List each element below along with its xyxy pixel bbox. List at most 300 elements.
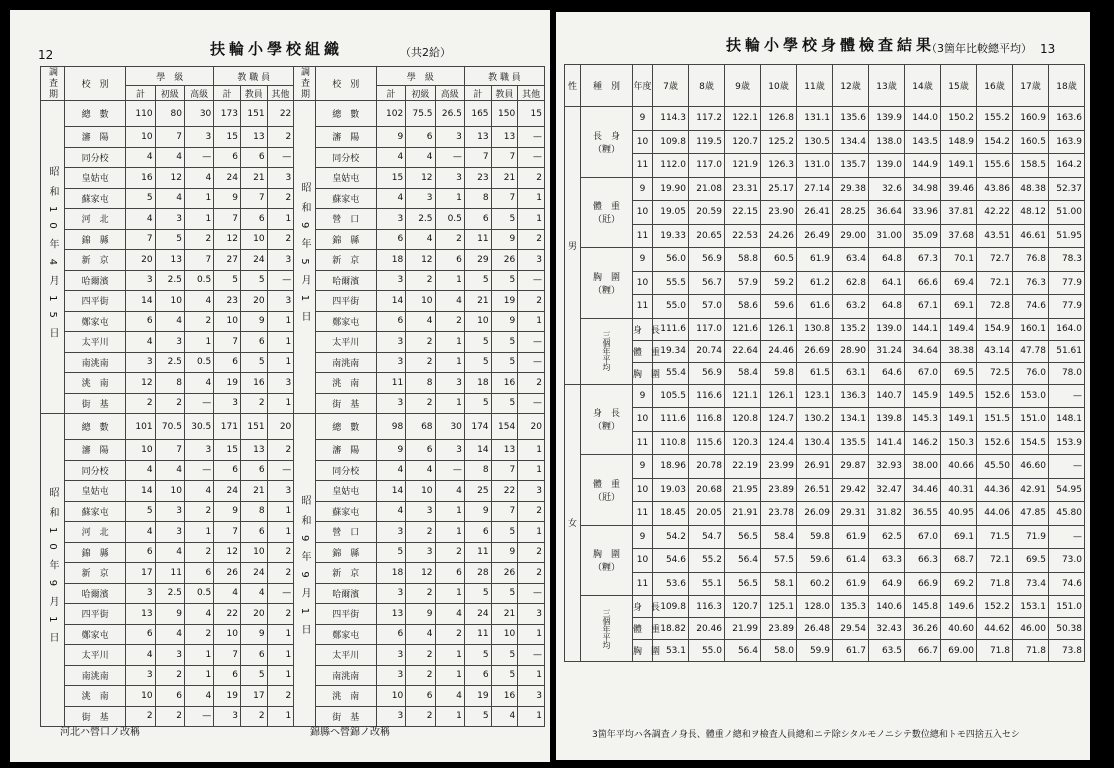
measurement-value: 74.6 <box>1049 572 1085 596</box>
school-name: 新 京 <box>315 563 376 584</box>
table-cell: 14 <box>376 291 405 312</box>
table-cell: 6 <box>240 645 267 666</box>
table-cell: 15 <box>376 168 405 189</box>
table-cell: 6 <box>240 332 267 353</box>
table-cell: 21 <box>464 291 491 312</box>
table-cell: 7 <box>491 460 518 481</box>
school-name: 太平川 <box>315 332 376 353</box>
table-cell: 2 <box>406 706 435 727</box>
school-name: 南洮南 <box>315 665 376 686</box>
measurement-value: — <box>1049 525 1085 549</box>
measurement-value: 43.86 <box>977 177 1013 201</box>
measurement-value: 64.8 <box>869 295 905 319</box>
average-value: 59.9 <box>797 640 833 662</box>
header-age: 17歳 <box>1013 65 1049 107</box>
table-cell: — <box>518 352 545 373</box>
table-cell: 9 <box>491 311 518 332</box>
measurement-value: 125.2 <box>761 130 797 154</box>
measurement-value: 121.9 <box>725 154 761 178</box>
table-cell: 28 <box>464 563 491 584</box>
table-cell: 2 <box>406 665 435 686</box>
measurement-value: 120.8 <box>725 408 761 432</box>
table-cell: 10 <box>240 542 267 563</box>
measurement-value: 40.66 <box>941 455 977 479</box>
right-footer-note: 錦縣ヘ營錦ノ改稱 <box>310 727 390 738</box>
table-cell: 4 <box>155 542 184 563</box>
table-cell: 1 <box>435 522 464 543</box>
total-value: 22 <box>267 101 294 127</box>
table-cell: 13 <box>240 127 267 148</box>
measurement-value: 23.31 <box>725 177 761 201</box>
table-cell: 5 <box>464 393 491 414</box>
table-cell: 10 <box>240 229 267 250</box>
table-cell: 6 <box>464 209 491 230</box>
table-cell: 5 <box>214 270 241 291</box>
measurement-value: 155.6 <box>977 154 1013 178</box>
measurement-value: 134.4 <box>833 130 869 154</box>
table-cell: 4 <box>406 460 435 481</box>
table-cell: 24 <box>214 168 241 189</box>
average-value: 55.0 <box>689 640 725 662</box>
table-cell: 4 <box>435 481 464 502</box>
table-cell: 4 <box>155 460 184 481</box>
table-cell: 14 <box>126 291 155 312</box>
table-cell: 25 <box>464 481 491 502</box>
measurement-value: 21.91 <box>725 502 761 526</box>
table-cell: 12 <box>126 373 155 394</box>
school-name: 錦 縣 <box>315 542 376 563</box>
average-value: 71.8 <box>977 640 1013 662</box>
table-cell: 2.5 <box>155 352 184 373</box>
table-cell: 5 <box>464 583 491 604</box>
table-cell: 20 <box>126 250 155 271</box>
table-cell: 6 <box>214 352 241 373</box>
header-age: 16歳 <box>977 65 1013 107</box>
table-cell: 8 <box>406 373 435 394</box>
table-cell: 6 <box>126 542 155 563</box>
measurement-value: 152.6 <box>977 384 1013 408</box>
measurement-value: 120.3 <box>725 431 761 455</box>
year-cell: 11 <box>633 502 653 526</box>
measurement-value: 163.9 <box>1049 130 1085 154</box>
average-value: 56.4 <box>725 640 761 662</box>
header-school: 校 別 <box>64 67 125 101</box>
average-value: 63.5 <box>869 640 905 662</box>
measurement-value: 154.5 <box>1013 431 1049 455</box>
school-name: 皇姑屯 <box>64 168 125 189</box>
table-cell: 2 <box>240 393 267 414</box>
measurement-value: 117.2 <box>689 107 725 131</box>
table-cell: 1 <box>267 352 294 373</box>
measurement-value: 69.1 <box>941 295 977 319</box>
header-subcolumn: 高級 <box>184 86 213 101</box>
table-cell: 2 <box>406 522 435 543</box>
year-cell: 11 <box>633 431 653 455</box>
measurement-value: 124.4 <box>761 431 797 455</box>
measurement-value: 47.85 <box>1013 502 1049 526</box>
table-cell: 3 <box>406 501 435 522</box>
table-cell: 7 <box>184 250 213 271</box>
average-value: 29.54 <box>833 618 869 640</box>
table-cell: 5 <box>240 352 267 373</box>
average-value: 64.6 <box>869 362 905 384</box>
measurement-value: 111.6 <box>653 408 689 432</box>
average-value: 19.34 <box>653 340 689 362</box>
table-cell: 7 <box>214 645 241 666</box>
measurement-value: 153.9 <box>1049 431 1085 455</box>
header-age: 15歳 <box>941 65 977 107</box>
table-cell: 12 <box>155 168 184 189</box>
measurement-value: 62.8 <box>833 271 869 295</box>
table-cell: 4 <box>126 522 155 543</box>
measurement-value: 77.9 <box>1049 295 1085 319</box>
table-cell: 17 <box>126 563 155 584</box>
table-cell: 2 <box>267 563 294 584</box>
table-cell: 4 <box>155 188 184 209</box>
average-value: 116.3 <box>689 596 725 618</box>
table-cell: 6 <box>184 563 213 584</box>
year-cell: 9 <box>633 107 653 131</box>
table-cell: 6 <box>214 460 241 481</box>
measurement-value: 70.1 <box>941 248 977 272</box>
table-cell: — <box>518 645 545 666</box>
table-cell: 2 <box>267 686 294 707</box>
header-age: 13歳 <box>869 65 905 107</box>
table-cell: 1 <box>518 209 545 230</box>
table-cell: 4 <box>184 686 213 707</box>
table-cell: 3 <box>376 209 405 230</box>
school-organization-table <box>40 66 545 727</box>
table-cell: 4 <box>184 481 213 502</box>
measurement-value: 22.19 <box>725 455 761 479</box>
physical-exam-table <box>564 64 1085 662</box>
table-cell: — <box>267 270 294 291</box>
table-cell: 1 <box>435 583 464 604</box>
measurement-value: 73.0 <box>1049 549 1085 573</box>
school-name: 河 北 <box>64 522 125 543</box>
table-cell: 7 <box>464 147 491 168</box>
measurement-value: 51.00 <box>1049 201 1085 225</box>
average-value: 144.1 <box>905 318 941 340</box>
measurement-value: 29.42 <box>833 478 869 502</box>
table-cell: 2.5 <box>155 270 184 291</box>
table-cell: 5 <box>464 706 491 727</box>
table-cell: 4 <box>155 624 184 645</box>
table-cell: 2 <box>155 393 184 414</box>
school-name: 同分校 <box>64 147 125 168</box>
school-name: 哈爾濱 <box>64 270 125 291</box>
measurement-value: 18.96 <box>653 455 689 479</box>
year-cell: 9 <box>633 384 653 408</box>
table-cell: 2 <box>126 706 155 727</box>
school-name: 新 京 <box>64 563 125 584</box>
measure-label <box>581 525 633 596</box>
table-cell: 6 <box>406 440 435 461</box>
measurement-value: 112.0 <box>653 154 689 178</box>
table-cell: 9 <box>155 604 184 625</box>
measurement-value: 131.1 <box>797 107 833 131</box>
measurement-value: 126.3 <box>761 154 797 178</box>
measurement-value: 130.2 <box>797 408 833 432</box>
total-value: 151 <box>240 101 267 127</box>
measurement-value: 56.9 <box>689 248 725 272</box>
total-value: 80 <box>155 101 184 127</box>
table-cell: 2 <box>267 542 294 563</box>
table-cell: 3 <box>267 481 294 502</box>
table-cell: 2 <box>518 563 545 584</box>
table-cell: 9 <box>406 604 435 625</box>
school-name: 瀋 陽 <box>315 440 376 461</box>
table-cell: 1 <box>435 332 464 353</box>
measurement-value: 54.2 <box>653 525 689 549</box>
school-name: 河 北 <box>64 209 125 230</box>
table-cell: 24 <box>240 250 267 271</box>
average-measure: 身 長 <box>633 318 653 340</box>
measurement-value: 145.3 <box>905 408 941 432</box>
header-age: 14歳 <box>905 65 941 107</box>
table-cell: 0.5 <box>184 270 213 291</box>
measurement-value: 105.5 <box>653 384 689 408</box>
table-cell: 14 <box>376 481 405 502</box>
table-cell: 2 <box>518 291 545 312</box>
school-name: 哈爾濱 <box>315 583 376 604</box>
measurement-value: 69.5 <box>1013 549 1049 573</box>
table-cell: 2 <box>518 501 545 522</box>
table-cell: 11 <box>155 563 184 584</box>
measurement-value: 52.37 <box>1049 177 1085 201</box>
measurement-value: 149.1 <box>941 154 977 178</box>
measurement-value: 120.7 <box>725 130 761 154</box>
average-measure: 體 重 <box>633 340 653 362</box>
table-cell: 1 <box>184 188 213 209</box>
table-cell: 1 <box>435 706 464 727</box>
table-cell: 4 <box>376 460 405 481</box>
total-value: 15 <box>518 101 545 127</box>
header-year: 年度 <box>633 65 653 107</box>
measurement-value: 123.1 <box>797 384 833 408</box>
measurement-value: 61.9 <box>797 248 833 272</box>
measurement-value: 20.68 <box>689 478 725 502</box>
table-cell: 4 <box>376 188 405 209</box>
measurement-value: 63.2 <box>833 295 869 319</box>
table-cell: 4 <box>184 168 213 189</box>
table-cell: 18 <box>376 250 405 271</box>
school-name: 同分校 <box>315 147 376 168</box>
measurement-value: 26.91 <box>797 455 833 479</box>
measurement-value: 54.95 <box>1049 478 1085 502</box>
average-value: 126.1 <box>761 318 797 340</box>
school-name: 錦 縣 <box>64 542 125 563</box>
average-value: 26.48 <box>797 618 833 640</box>
table-cell: 6 <box>240 522 267 543</box>
table-cell: 7 <box>240 188 267 209</box>
left-page-subtitle: （共2給） <box>400 46 451 59</box>
table-cell: 18 <box>376 563 405 584</box>
measurement-value: 160.9 <box>1013 107 1049 131</box>
table-cell: 7 <box>214 522 241 543</box>
table-cell: 21 <box>491 168 518 189</box>
table-cell: 1 <box>518 624 545 645</box>
table-cell: 2 <box>155 665 184 686</box>
measurement-value: 56.4 <box>725 549 761 573</box>
school-name: 瀋 陽 <box>64 440 125 461</box>
measurement-value: 135.6 <box>833 107 869 131</box>
table-cell: 20 <box>240 291 267 312</box>
table-cell: 15 <box>214 127 241 148</box>
school-name: 瀋 陽 <box>64 127 125 148</box>
table-cell: 2 <box>518 168 545 189</box>
table-cell: 5 <box>464 645 491 666</box>
table-cell: 1 <box>267 645 294 666</box>
measure-label <box>581 384 633 455</box>
measurement-value: 56.7 <box>689 271 725 295</box>
school-name: 洮 南 <box>64 373 125 394</box>
header-classes: 學 級 <box>376 67 464 86</box>
measurement-value: 115.6 <box>689 431 725 455</box>
table-cell: 5 <box>491 209 518 230</box>
table-cell: 14 <box>464 440 491 461</box>
table-cell: 19 <box>214 373 241 394</box>
measurement-value: 56.5 <box>725 525 761 549</box>
table-cell: 7 <box>155 127 184 148</box>
table-cell: 3 <box>518 481 545 502</box>
header-subcolumn: 其他 <box>518 86 545 101</box>
left-page-title: 扶輪小學校組織 <box>210 40 344 58</box>
table-cell: 3 <box>267 250 294 271</box>
measurement-value: 78.3 <box>1049 248 1085 272</box>
measurement-value: 122.1 <box>725 107 761 131</box>
measurement-value: 55.0 <box>653 295 689 319</box>
table-cell: 12 <box>214 542 241 563</box>
table-cell: 2 <box>267 229 294 250</box>
table-cell: 4 <box>184 604 213 625</box>
table-cell: 3 <box>126 665 155 686</box>
average-value: 18.82 <box>653 618 689 640</box>
measurement-value: 163.6 <box>1049 107 1085 131</box>
measurement-value: 22.15 <box>725 201 761 225</box>
table-cell: 16 <box>126 168 155 189</box>
measurement-value: 34.46 <box>905 478 941 502</box>
measurement-value: 67.1 <box>905 295 941 319</box>
right-page-subtitle: （3箇年比較總平均） <box>926 42 1032 55</box>
measurement-value: 19.33 <box>653 224 689 248</box>
table-cell: 16 <box>491 686 518 707</box>
year-cell: 9 <box>633 248 653 272</box>
table-cell: 1 <box>267 522 294 543</box>
table-cell: 3 <box>267 168 294 189</box>
table-cell: 7 <box>155 440 184 461</box>
table-cell: 4 <box>126 209 155 230</box>
average-value: 71.8 <box>1013 640 1049 662</box>
year-cell: 10 <box>633 478 653 502</box>
average-value: 149.6 <box>941 596 977 618</box>
measurement-value: 164.2 <box>1049 154 1085 178</box>
table-cell: — <box>267 583 294 604</box>
total-value: 171 <box>214 414 241 440</box>
table-cell: 4 <box>406 624 435 645</box>
measure-name: 胸 圍 <box>592 272 620 283</box>
average-value: 47.78 <box>1013 340 1049 362</box>
table-cell: 6 <box>240 209 267 230</box>
table-cell: 10 <box>214 311 241 332</box>
table-cell: 2 <box>155 706 184 727</box>
table-cell: 2 <box>406 583 435 604</box>
table-cell: 1 <box>435 352 464 373</box>
table-cell: 3 <box>376 665 405 686</box>
table-cell: 24 <box>214 481 241 502</box>
measurement-value: 158.5 <box>1013 154 1049 178</box>
year-cell: 9 <box>633 177 653 201</box>
table-cell: 2 <box>406 332 435 353</box>
measurement-value: 114.3 <box>653 107 689 131</box>
school-name: 營 口 <box>315 522 376 543</box>
header-staff: 教 職 員 <box>464 67 544 86</box>
table-cell: 3 <box>155 522 184 543</box>
table-cell: 4 <box>376 501 405 522</box>
table-cell: 2 <box>518 229 545 250</box>
measurement-value: 28.25 <box>833 201 869 225</box>
average-value: 56.9 <box>689 362 725 384</box>
header-kind: 種 別 <box>581 65 633 107</box>
table-cell: 24 <box>464 604 491 625</box>
measurement-value: 117.0 <box>689 154 725 178</box>
table-cell: 3 <box>376 645 405 666</box>
measurement-value: 66.3 <box>905 549 941 573</box>
table-cell: 3 <box>435 373 464 394</box>
measurement-value: 77.9 <box>1049 271 1085 295</box>
measurement-value: 121.1 <box>725 384 761 408</box>
total-label: 總 數 <box>315 414 376 440</box>
table-cell: 26 <box>491 563 518 584</box>
measurement-value: 134.1 <box>833 408 869 432</box>
table-cell: 3 <box>267 373 294 394</box>
average-value: 38.38 <box>941 340 977 362</box>
left-page-number: 12 <box>38 48 54 62</box>
average-value: 31.24 <box>869 340 905 362</box>
average-measure: 身 長 <box>633 596 653 618</box>
measurement-value: 31.00 <box>869 224 905 248</box>
table-cell: 9 <box>376 440 405 461</box>
table-cell: 4 <box>491 706 518 727</box>
table-cell: 2 <box>267 188 294 209</box>
table-cell: 6 <box>376 624 405 645</box>
measurement-value: 71.9 <box>1013 525 1049 549</box>
school-name: 瀋 陽 <box>315 127 376 148</box>
table-cell: 3 <box>184 127 213 148</box>
table-cell: 10 <box>406 481 435 502</box>
header-subcolumn: 初級 <box>406 86 435 101</box>
average-value: 151.0 <box>1049 596 1085 618</box>
table-cell: 2 <box>126 393 155 414</box>
table-cell: 1 <box>518 440 545 461</box>
school-name: 新 京 <box>315 250 376 271</box>
measurement-value: 69.2 <box>941 572 977 596</box>
table-cell: 6 <box>464 522 491 543</box>
total-value: 165 <box>464 101 491 127</box>
table-cell: 4 <box>126 332 155 353</box>
school-name: 錦 縣 <box>315 229 376 250</box>
table-cell: 9 <box>376 127 405 148</box>
table-cell: 5 <box>464 270 491 291</box>
table-cell: 6 <box>126 624 155 645</box>
measurement-value: 20.65 <box>689 224 725 248</box>
table-cell: 1 <box>518 311 545 332</box>
average-value: 152.2 <box>977 596 1013 618</box>
table-cell: 7 <box>491 501 518 522</box>
header-sex: 性 <box>565 65 581 107</box>
table-cell: 2 <box>184 229 213 250</box>
average-value: 46.00 <box>1013 618 1049 640</box>
